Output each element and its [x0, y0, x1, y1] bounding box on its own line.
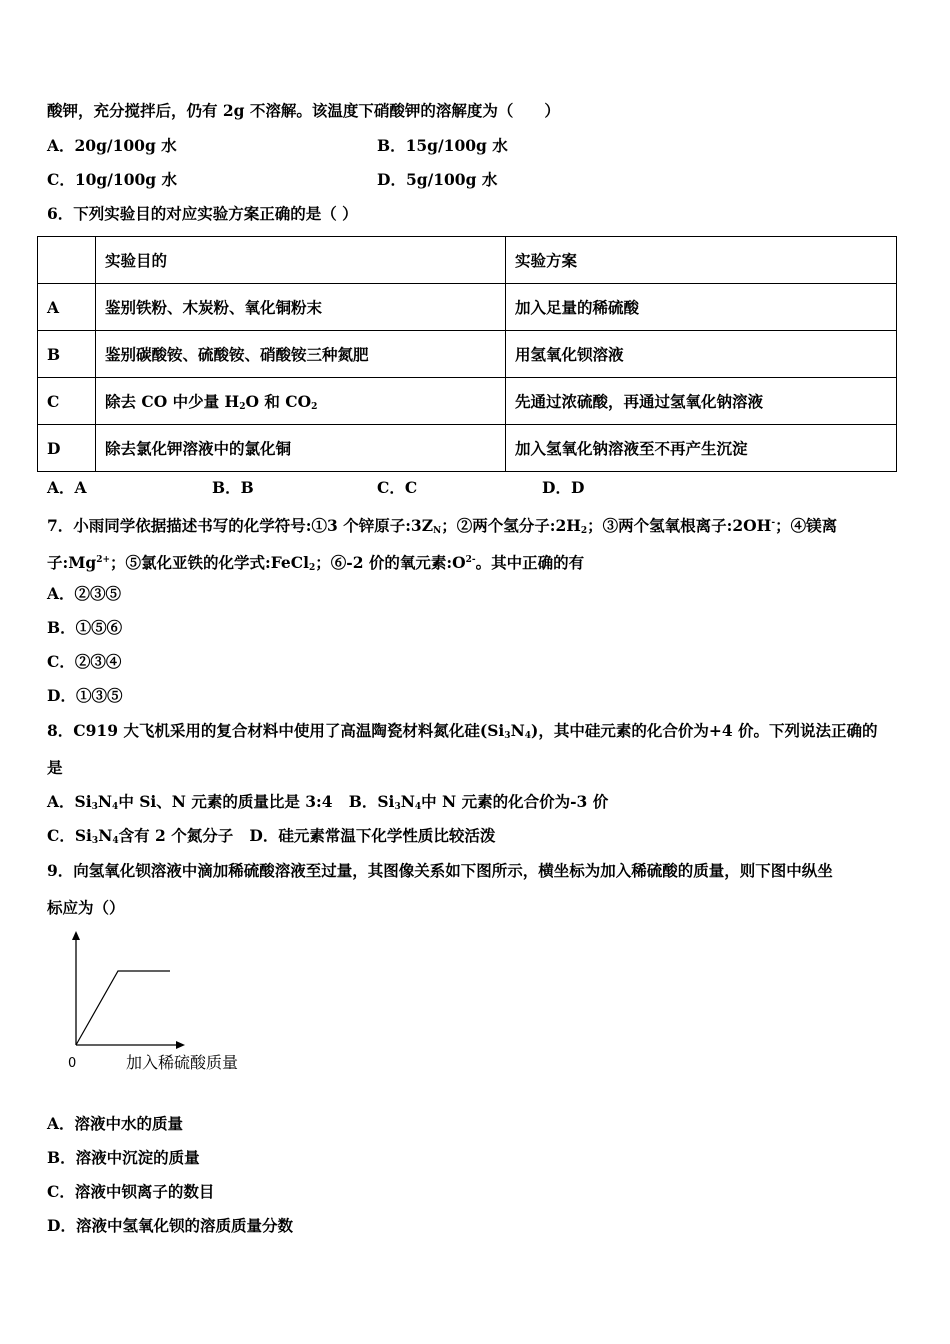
header-plan: 实验方案 — [506, 237, 897, 284]
q8-options-ab — [47, 792, 608, 817]
table-row — [38, 331, 897, 378]
q8-option-b: B．$Si_3N_4$中 N 元素的化合价为-3 价 — [348, 792, 609, 812]
table-row — [38, 284, 897, 331]
q8-option-c: C．$Si_3N_4$含有 2 个氮分子 — [47, 826, 234, 846]
table-row — [38, 425, 897, 472]
q6-option-b: B．B — [212, 478, 254, 497]
row-purpose: 鉴别碳酸铵、硫酸铵、硝酸铵三种氮肥 — [96, 331, 506, 378]
table-cell — [38, 237, 96, 284]
origin-label: 0 — [68, 1056, 77, 1071]
row-plan: 先通过浓硫酸，再通过氢氧化钠溶液 — [506, 378, 897, 425]
q7-option-d: D．①③⑤ — [47, 686, 123, 705]
q5-option-a: A．20g/100g 水 — [47, 136, 177, 155]
x-axis-arrow-icon — [176, 1041, 185, 1049]
q8-option-a: A．$Si_3N_4$中 Si、N 元素的质量比是 3:4 — [47, 792, 333, 812]
q8-stem-line1: 8．C919 大飞机采用的复合材料中使用了高温陶瓷材料氮化硅$(Si_3N_4)$，其中硅元素的化合价为+4 价。下列说法正确的 — [47, 721, 878, 741]
q9-option-a: A．溶液中水的质量 — [47, 1114, 184, 1133]
q6-experiment-table — [37, 236, 897, 472]
row-purpose: 除去氯化钾溶液中的氯化铜 — [96, 425, 506, 472]
q8-options-cd — [47, 826, 495, 851]
table-row — [38, 378, 897, 425]
row-label: A — [38, 284, 96, 331]
q6-stem: 6．下列实验目的对应实验方案正确的是（ ） — [47, 204, 358, 223]
row-plan: 用氢氧化钡溶液 — [506, 331, 897, 378]
q5-option-c: C．10g/100g 水 — [47, 170, 177, 189]
q9-graph — [60, 925, 260, 1075]
q9-option-b: B．溶液中沉淀的质量 — [47, 1148, 200, 1167]
y-axis-arrow-icon — [72, 931, 80, 940]
q7-option-c: C．②③④ — [47, 652, 122, 671]
graph-curve — [76, 971, 170, 1045]
q5-option-b: B．15g/100g 水 — [377, 136, 508, 155]
q5-option-d: D．5g/100g 水 — [377, 170, 498, 189]
q6-option-c: C．C — [377, 478, 418, 497]
row-plan: 加入氢氧化钠溶液至不再产生沉淀 — [506, 425, 897, 472]
q5-stem-tail: 酸钾，充分搅拌后，仍有 2g 不溶解。该温度下硝酸钾的溶解度为（ ） — [47, 101, 560, 120]
row-label: C — [38, 378, 96, 425]
q9-stem-line1: 9．向氢氧化钡溶液中滴加稀硫酸溶液至过量，其图像关系如下图所示，横坐标为加入稀硫酸的质量，则下图中纵坐 — [47, 861, 833, 880]
row-purpose: 鉴别铁粉、木炭粉、氧化铜粉末 — [96, 284, 506, 331]
q9-option-d: D．溶液中氢氧化钡的溶质质量分数 — [47, 1216, 293, 1235]
row-plan: 加入足量的稀硫酸 — [506, 284, 897, 331]
header-purpose: 实验目的 — [96, 237, 506, 284]
q7-stem-line1: 7．小雨同学依据描述书写的化学符号:①3 个锌原子$:3Z_N$；②两个氢分子$:2H_2$；③两个氢氧根离子:2OH-；④镁离 — [47, 516, 838, 536]
q8-stem-line2: 是 — [47, 758, 63, 777]
row-label: B — [38, 331, 96, 378]
table-header-row — [38, 237, 897, 284]
row-purpose: 除去 CO 中少量 $H_2O$ 和 $CO_2$ — [96, 378, 506, 425]
q6-option-a: A．A — [47, 478, 87, 497]
q9-stem-line2: 标应为（） — [47, 898, 125, 917]
x-axis-label: 加入稀硫酸质量 — [126, 1053, 239, 1072]
q7-option-b: B．①⑤⑥ — [47, 618, 123, 637]
q7-stem-line2: 子$:Mg^{2+}$；⑤氯化亚铁的化学式:FeCl$_2$；⑥-2 价的氧元素$:O^{2-}$。其中正确的有 — [47, 553, 585, 573]
q7-option-a: A．②③⑤ — [47, 584, 122, 603]
row-label: D — [38, 425, 96, 472]
q8-option-d: D．硅元素常温下化学性质比较活泼 — [249, 826, 496, 845]
q6-option-d: D．D — [542, 478, 585, 497]
q9-option-c: C．溶液中钡离子的数目 — [47, 1182, 215, 1201]
